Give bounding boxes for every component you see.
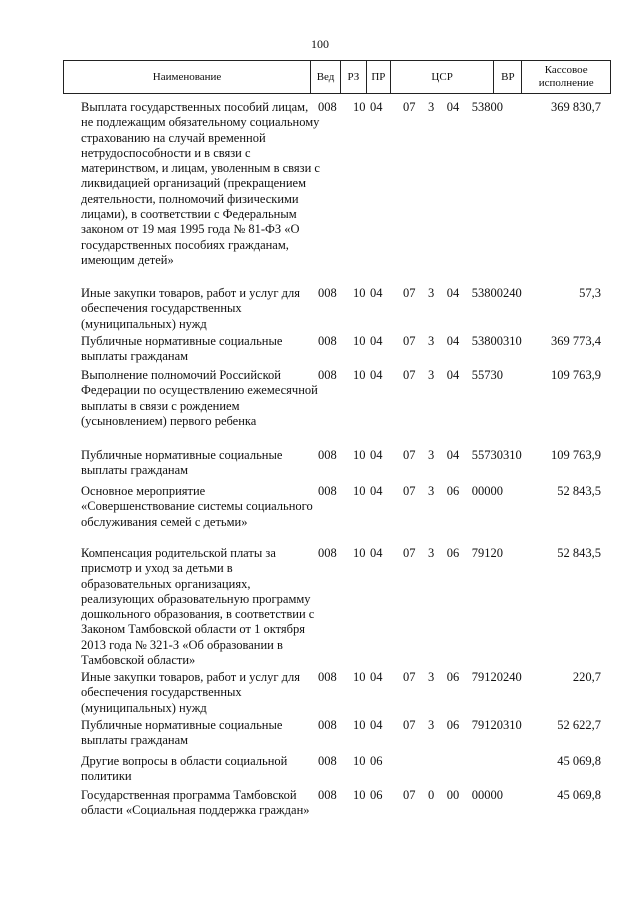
csr-part: 06 <box>446 484 460 498</box>
header-pr: ПР <box>367 61 391 93</box>
row-name: Выплата государственных пособий лицам, не подлежащим обязательному социальному страхованию на случай временной нетрудоспособности и в связи с материнством, и лицам, уволенным в связи с ликвидацией организаций (прекращением деятельности, полномочий физическими лицами), в соответствии с Федеральным законом от 19 мая 1995 года № 81-ФЗ «О государственных пособиях гражданам, имеющим детей» <box>81 100 320 267</box>
row-csr <box>403 788 503 803</box>
row-pr: 04 <box>370 546 383 560</box>
row-pr: 04 <box>370 286 383 300</box>
row-ved: 008 <box>318 788 337 802</box>
row-pr: 04 <box>370 718 383 732</box>
header-vr: ВР <box>494 61 522 93</box>
row-rz: 10 <box>353 718 366 732</box>
csr-part: 55730 <box>471 368 503 382</box>
row-csr <box>403 334 503 349</box>
csr-part: 07 <box>403 670 416 684</box>
row-name: Иные закупки товаров, работ и услуг для обеспечения государственных (муниципальных) нужд <box>81 286 301 331</box>
csr-part: 07 <box>403 334 416 348</box>
csr-part: 3 <box>428 448 435 462</box>
row-csr <box>403 286 503 301</box>
csr-part: 53800 <box>471 286 503 300</box>
csr-part: 3 <box>428 368 435 382</box>
row-pr: 04 <box>370 484 383 498</box>
row-csr <box>403 484 503 499</box>
row-name: Другие вопросы в области социальной политики <box>81 754 288 784</box>
csr-part: 07 <box>403 718 416 732</box>
csr-part: 00000 <box>471 484 503 498</box>
row-rz: 10 <box>353 546 366 560</box>
csr-part: 06 <box>446 718 460 732</box>
row-name: Выполнение полномочий Российской Федерации по осуществлению ежемесячной выплаты в связи с рождением (усыновлением) первого ребенка <box>81 368 318 428</box>
row-sum: 52 843,5 <box>557 546 601 560</box>
row-name: Иные закупки товаров, работ и услуг для обеспечения государственных (муниципальных) нужд <box>81 670 301 715</box>
row-vr: 310 <box>503 334 522 348</box>
row-sum: 369 830,7 <box>551 100 601 114</box>
header-sum: Кассовое исполнение <box>538 64 594 89</box>
row-ved: 008 <box>318 484 337 498</box>
header-csr: ЦСР <box>391 61 495 93</box>
csr-part: 79120 <box>471 670 503 684</box>
csr-part: 07 <box>403 484 416 498</box>
row-pr: 04 <box>370 448 383 462</box>
csr-part: 07 <box>403 100 416 114</box>
header-rz: РЗ <box>341 61 367 93</box>
row-pr: 04 <box>370 334 383 348</box>
header-name: Наименование <box>64 61 311 93</box>
csr-part: 79120 <box>471 718 503 732</box>
row-rz: 10 <box>353 334 366 348</box>
csr-part: 0 <box>428 788 435 802</box>
csr-part: 00 <box>446 788 460 802</box>
csr-part: 3 <box>428 286 435 300</box>
csr-part: 07 <box>403 368 416 382</box>
row-sum: 52 622,7 <box>557 718 601 732</box>
row-pr: 04 <box>370 368 383 382</box>
row-rz: 10 <box>353 286 366 300</box>
csr-part: 07 <box>403 448 416 462</box>
csr-part: 04 <box>446 100 460 114</box>
row-ved: 008 <box>318 100 337 114</box>
row-rz: 10 <box>353 484 366 498</box>
row-ved: 008 <box>318 546 337 560</box>
row-sum: 52 843,5 <box>557 484 601 498</box>
row-csr <box>403 100 503 115</box>
row-vr: 310 <box>503 448 522 462</box>
header-ved: Вед <box>311 61 341 93</box>
csr-part: 3 <box>428 334 435 348</box>
row-sum: 45 069,8 <box>557 754 601 768</box>
row-name: Основное мероприятие «Совершенствование системы социального обслуживания семей с детьми» <box>81 484 313 529</box>
csr-part: 79120 <box>471 546 503 560</box>
csr-part: 06 <box>446 670 460 684</box>
csr-part: 00000 <box>471 788 503 802</box>
row-ved: 008 <box>318 754 337 768</box>
row-ved: 008 <box>318 448 337 462</box>
row-csr <box>403 546 503 561</box>
row-name: Публичные нормативные социальные выплаты гражданам <box>81 448 283 478</box>
row-rz: 10 <box>353 788 366 802</box>
row-name: Компенсация родительской платы за присмотр и уход за детьми в образовательных организациях, реализующих образовательную программу дошкольного образования, в соответствии с Законом Тамбовской области от 1 октября 2013 года № 321-З «Об образовании в Тамбовской области» <box>81 546 315 668</box>
row-name: Публичные нормативные социальные выплаты гражданам <box>81 334 283 364</box>
csr-part: 04 <box>446 368 460 382</box>
csr-part: 3 <box>428 484 435 498</box>
page-number: 100 <box>311 37 329 51</box>
row-sum: 57,3 <box>579 286 601 300</box>
row-csr <box>403 448 503 463</box>
row-ved: 008 <box>318 368 337 382</box>
row-pr: 06 <box>370 754 383 768</box>
csr-part: 55730 <box>471 448 503 462</box>
row-pr: 06 <box>370 788 383 802</box>
row-csr <box>403 368 503 383</box>
row-ved: 008 <box>318 670 337 684</box>
row-name: Государственная программа Тамбовской области «Социальная поддержка граждан» <box>81 788 310 818</box>
csr-part: 04 <box>446 334 460 348</box>
csr-part: 04 <box>446 286 460 300</box>
row-sum: 109 763,9 <box>551 368 601 382</box>
csr-part: 07 <box>403 286 416 300</box>
table-header <box>63 60 611 94</box>
row-sum: 109 763,9 <box>551 448 601 462</box>
csr-part: 06 <box>446 546 460 560</box>
row-csr <box>403 718 503 733</box>
csr-part: 3 <box>428 718 435 732</box>
row-sum: 369 773,4 <box>551 334 601 348</box>
row-sum: 45 069,8 <box>557 788 601 802</box>
row-rz: 10 <box>353 754 366 768</box>
row-ved: 008 <box>318 334 337 348</box>
csr-part: 3 <box>428 546 435 560</box>
csr-part: 07 <box>403 788 416 802</box>
csr-part: 53800 <box>471 334 503 348</box>
row-vr: 240 <box>503 670 522 684</box>
row-rz: 10 <box>353 670 366 684</box>
csr-part: 53800 <box>471 100 503 114</box>
csr-part: 07 <box>403 546 416 560</box>
row-name: Публичные нормативные социальные выплаты гражданам <box>81 718 283 748</box>
row-vr: 240 <box>503 286 522 300</box>
row-ved: 008 <box>318 286 337 300</box>
csr-part: 3 <box>428 100 435 114</box>
row-csr <box>403 670 503 685</box>
csr-part: 3 <box>428 670 435 684</box>
row-pr: 04 <box>370 100 383 114</box>
row-ved: 008 <box>318 718 337 732</box>
row-rz: 10 <box>353 448 366 462</box>
row-sum: 220,7 <box>572 670 601 684</box>
row-vr: 310 <box>503 718 522 732</box>
row-rz: 10 <box>353 368 366 382</box>
row-rz: 10 <box>353 100 366 114</box>
csr-part: 04 <box>446 448 460 462</box>
row-pr: 04 <box>370 670 383 684</box>
